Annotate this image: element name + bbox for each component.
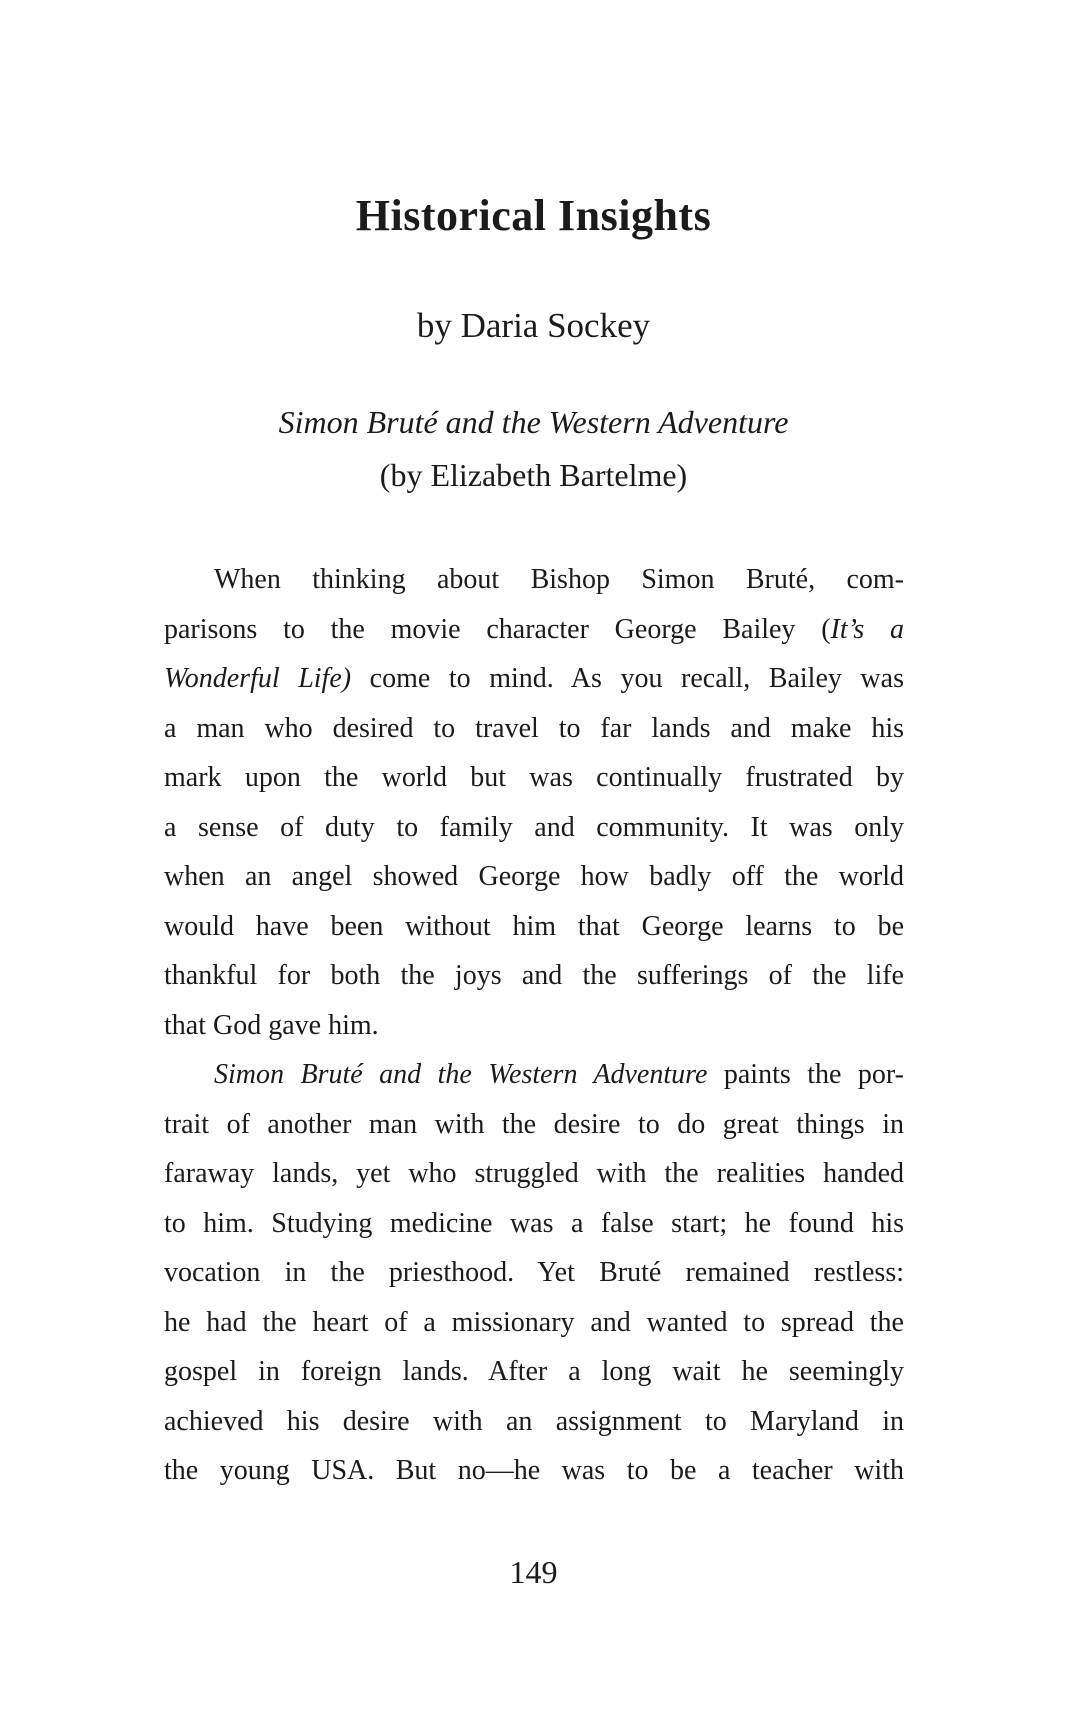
text-run: would have been without him that George learns to be — [164, 910, 904, 942]
article-byline: by Daria Sockey — [416, 306, 651, 345]
body-line — [164, 1050, 904, 1100]
text-run: When thinking about Bishop Simon Bruté, com- — [214, 564, 904, 595]
body-line — [164, 1347, 904, 1397]
reviewed-work-title: Simon Bruté and the Western Adventure — [278, 404, 789, 440]
text-run: mark upon the world but was continually frustrated by — [164, 762, 904, 793]
text-run: thankful for both the joys and the sufferings of the life — [164, 960, 904, 991]
text-run: gospel in foreign lands. After a long wait he seemingly — [164, 1356, 904, 1387]
page-number: 149 — [509, 1554, 558, 1590]
text-run: a sense of duty to family and community. It was only — [164, 811, 904, 843]
body-line — [164, 1298, 904, 1348]
italic-text-run: Wonderful Life) — [164, 663, 352, 694]
body-text — [164, 555, 904, 1496]
body-line — [164, 1397, 904, 1447]
text-run: achieved his desire with an assignment to Maryland in — [164, 1405, 904, 1437]
body-line — [164, 852, 904, 902]
body-line — [164, 1248, 904, 1298]
italic-text-run: It’s a — [830, 613, 905, 645]
italic-text-run: Simon Bruté and the Western Adventure — [214, 1059, 708, 1090]
body-line — [164, 555, 904, 605]
body-line — [164, 803, 904, 853]
reviewed-work-author: (by Elizabeth Bartelme) — [379, 457, 688, 493]
body-line — [164, 1100, 904, 1150]
text-run: come to mind. As you recall, Bailey was — [351, 663, 904, 694]
text-run: he had the heart of a missionary and wanted to spread the — [164, 1306, 904, 1338]
text-run: when an angel showed George how badly off the world — [164, 861, 904, 892]
body-line — [164, 1001, 904, 1051]
text-run: paints the por- — [707, 1059, 904, 1090]
body-line — [164, 902, 904, 952]
body-line — [164, 605, 904, 655]
body-line — [164, 1446, 904, 1496]
body-line — [164, 753, 904, 803]
body-line — [164, 951, 904, 1001]
text-run: parisons to the movie character George Bailey ( — [164, 613, 831, 645]
text-run: faraway lands, yet who struggled with the realities handed — [164, 1158, 904, 1189]
text-run: a man who desired to travel to far lands and make his — [164, 712, 904, 744]
text-run: vocation in the priesthood. Yet Bruté remained restless: — [164, 1257, 904, 1288]
body-line — [164, 1199, 904, 1249]
text-run: the young USA. But no—he was to be a teacher with — [164, 1455, 904, 1486]
body-line — [164, 1149, 904, 1199]
body-line — [164, 654, 904, 704]
text-run: trait of another man with the desire to do great things in — [164, 1108, 904, 1140]
text-run: to him. Studying medicine was a false start; he found his — [164, 1207, 904, 1239]
body-line — [164, 704, 904, 754]
text-run: that God gave him. — [164, 1009, 379, 1041]
page-title: Historical Insights — [355, 191, 712, 240]
